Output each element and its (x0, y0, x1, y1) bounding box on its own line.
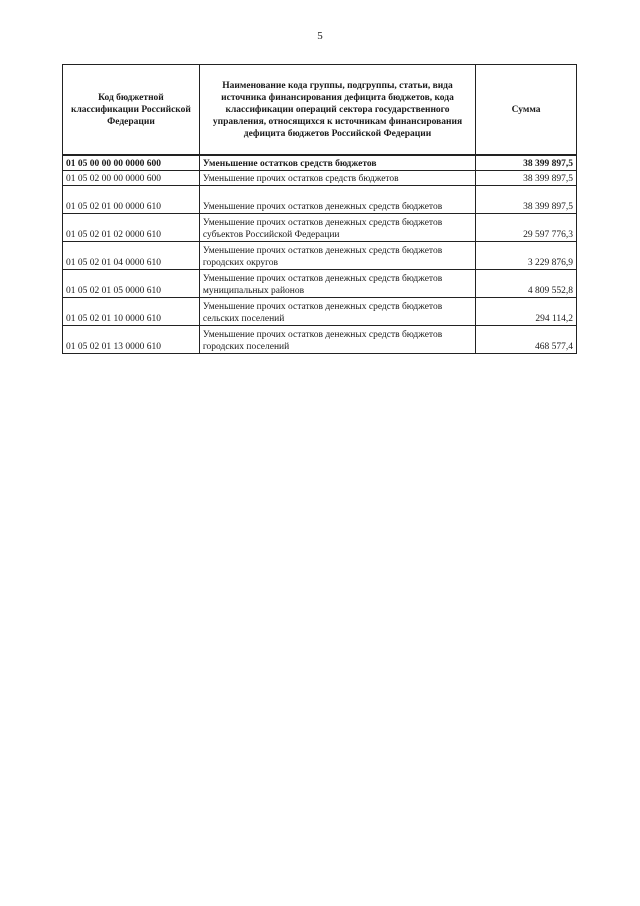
header-sum: Сумма (476, 65, 577, 156)
budget-table (62, 64, 577, 354)
cell-code: 01 05 02 01 02 0000 610 (63, 214, 200, 242)
cell-sum: 38 399 897,5 (476, 171, 577, 186)
cell-code: 01 05 02 01 05 0000 610 (63, 270, 200, 298)
header-name: Наименование кода группы, подгруппы, статьи, вида источника финансирования дефицита бюджетов, кода классификации операций сектора государственного управления, относящихся к источникам финансирования дефицита бюджетов Российской Федерации (199, 65, 475, 156)
cell-code: 01 05 02 01 10 0000 610 (63, 298, 200, 326)
cell-sum: 29 597 776,3 (476, 214, 577, 242)
cell-code: 01 05 02 01 13 0000 610 (63, 326, 200, 354)
cell-code: 01 05 02 00 00 0000 600 (63, 171, 200, 186)
cell-sum: 294 114,2 (476, 298, 577, 326)
cell-sum: 4 809 552,8 (476, 270, 577, 298)
cell-code: 01 05 02 01 04 0000 610 (63, 242, 200, 270)
cell-name: Уменьшение прочих остатков средств бюджетов (199, 171, 475, 186)
table-row (63, 155, 577, 171)
page-number: 5 (317, 30, 323, 42)
table-row (63, 326, 577, 354)
cell-name: Уменьшение прочих остатков денежных средств бюджетов (199, 186, 475, 214)
cell-sum: 468 577,4 (476, 326, 577, 354)
cell-sum: 3 229 876,9 (476, 242, 577, 270)
cell-name: Уменьшение прочих остатков денежных средств бюджетов городских округов (199, 242, 475, 270)
cell-name: Уменьшение прочих остатков денежных средств бюджетов субъектов Российской Федерации (199, 214, 475, 242)
table-row (63, 171, 577, 186)
cell-name: Уменьшение прочих остатков денежных средств бюджетов сельских поселений (199, 298, 475, 326)
table-row (63, 242, 577, 270)
cell-code: 01 05 02 01 00 0000 610 (63, 186, 200, 214)
cell-name: Уменьшение прочих остатков денежных средств бюджетов городских поселений (199, 326, 475, 354)
cell-name: Уменьшение прочих остатков денежных средств бюджетов муниципальных районов (199, 270, 475, 298)
table-header-row (63, 65, 577, 156)
cell-sum: 38 399 897,5 (476, 186, 577, 214)
header-code: Код бюджетной классификации Российской Федерации (63, 65, 200, 156)
cell-sum: 38 399 897,5 (476, 155, 577, 171)
table-row (63, 298, 577, 326)
table-row (63, 186, 577, 214)
cell-code: 01 05 00 00 00 0000 600 (63, 155, 200, 171)
table-row (63, 270, 577, 298)
cell-name: Уменьшение остатков средств бюджетов (199, 155, 475, 171)
table-row (63, 214, 577, 242)
